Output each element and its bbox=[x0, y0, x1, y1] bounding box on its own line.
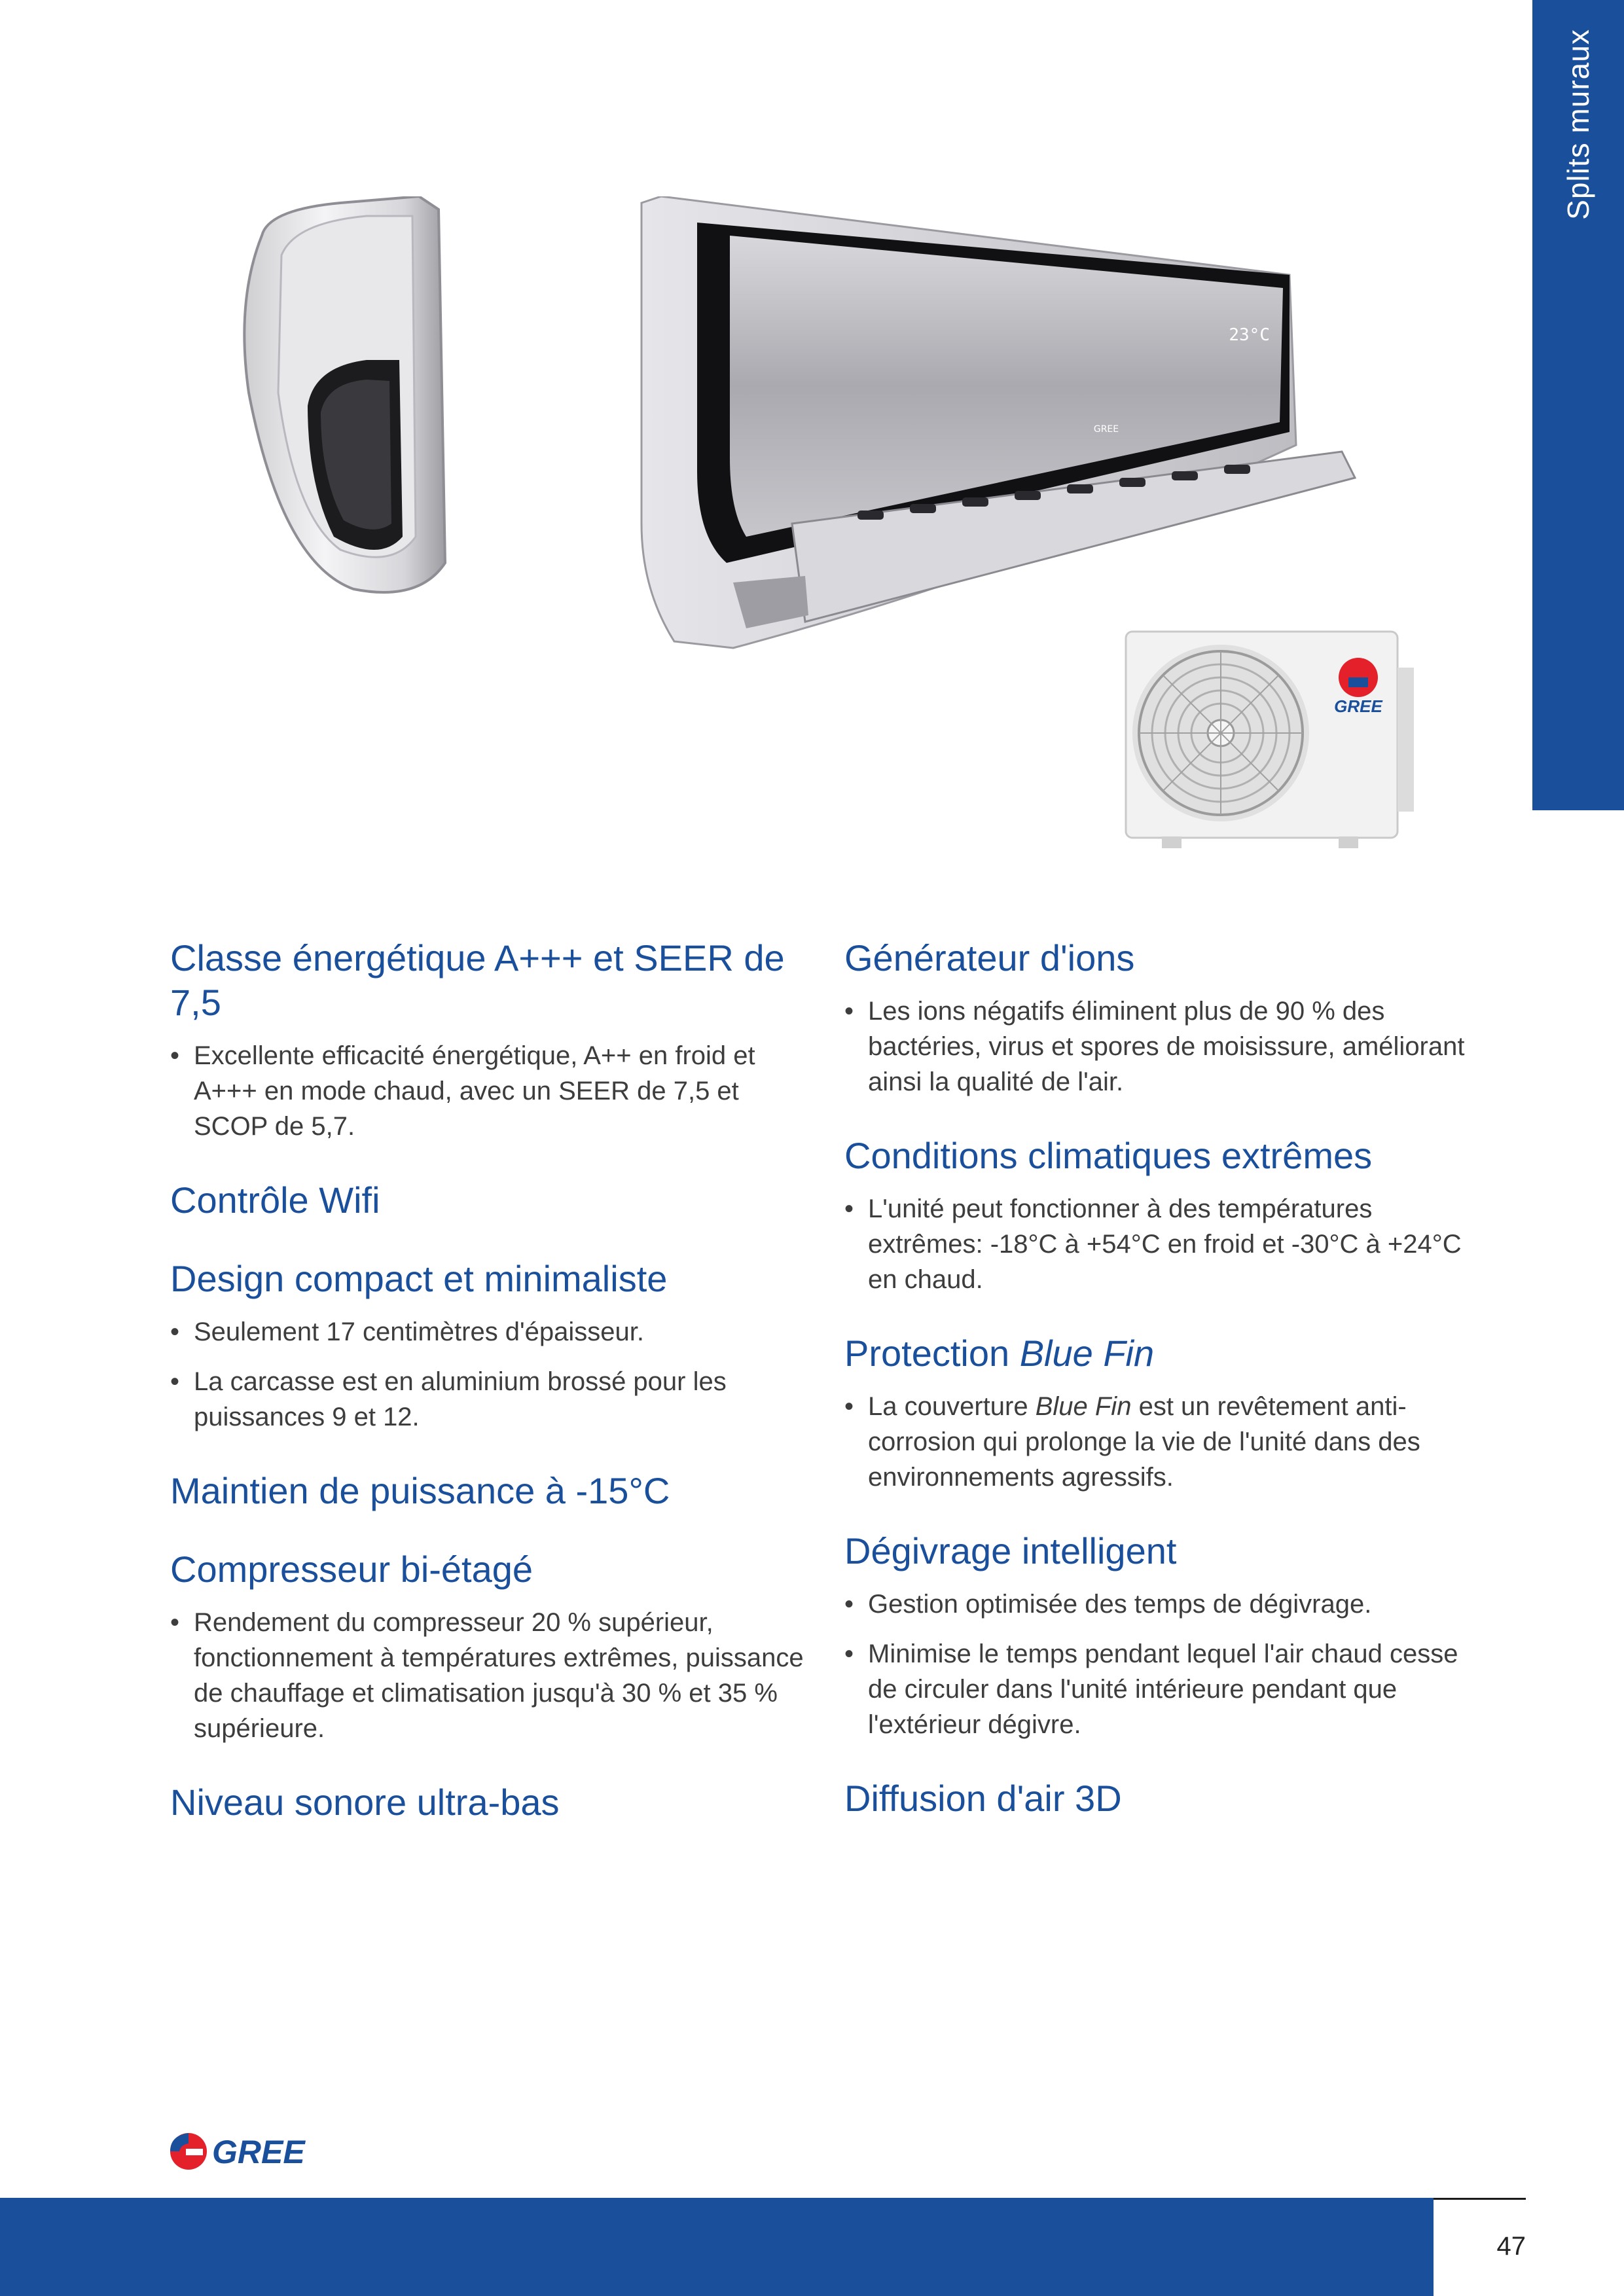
svg-text:23°C: 23°C bbox=[1229, 325, 1270, 345]
heading-two-stage-compressor: Compresseur bi-étagé bbox=[170, 1549, 533, 1590]
page-number: 47 bbox=[1496, 2232, 1526, 2261]
section-extreme-conditions bbox=[844, 1134, 1492, 1297]
bullet-blue-fin-suffix: est un revêtement anti-corrosion qui prolonge la vie de l'unité dans des environnements agressifs. bbox=[868, 1392, 1420, 1492]
section-3d-air-diffusion bbox=[844, 1776, 1492, 1821]
heading-smart-defrost: Dégivrage intelligent bbox=[844, 1530, 1177, 1571]
left-column bbox=[170, 936, 812, 1859]
bullet-blue-fin-italic: Blue Fin bbox=[1035, 1392, 1132, 1421]
svg-text:GREE: GREE bbox=[212, 2134, 305, 2170]
section-ultra-low-noise bbox=[170, 1780, 812, 1825]
svg-text:GREE: GREE bbox=[1093, 424, 1119, 435]
bullet-compressor-performance: • Rendement du compresseur 20 % supérieur, fonctionnement à températures extrêmes, puissance de chauffage et climatisation jusqu'à 30 % et 35 % supérieure. bbox=[170, 1605, 812, 1746]
heading-3d-air-diffusion: Diffusion d'air 3D bbox=[844, 1778, 1122, 1819]
side-tab-label: Splits muraux bbox=[1561, 29, 1595, 220]
svg-text:GREE: GREE bbox=[1334, 696, 1382, 716]
heading-extreme-conditions: Conditions climatiques extrêmes bbox=[844, 1135, 1373, 1176]
heading-compact-design: Design compact et minimaliste bbox=[170, 1258, 668, 1299]
gree-logo bbox=[169, 2130, 339, 2172]
bullet-blue-fin-prefix: La couverture bbox=[868, 1392, 1036, 1421]
bullet-defrost-minimise: • Minimise le temps pendant lequel l'air chaud cesse de circuler dans l'unité intérieure pendant que l'extérieur dégivre. bbox=[844, 1636, 1492, 1742]
section-ion-generator bbox=[844, 936, 1492, 1100]
right-column bbox=[844, 936, 1492, 1855]
outdoor-unit-image bbox=[1123, 628, 1417, 851]
heading-ion-generator: Générateur d'ions bbox=[844, 937, 1135, 978]
bullet-negative-ions: • Les ions négatifs éliminent plus de 90 % des bactéries, virus et spores de moisissure, améliorant ainsi la qualité de l'air. bbox=[844, 994, 1492, 1100]
section-compact-design bbox=[170, 1257, 812, 1435]
section-smart-defrost bbox=[844, 1529, 1492, 1742]
section-two-stage-compressor bbox=[170, 1547, 812, 1746]
heading-blue-fin-prefix: Protection bbox=[844, 1333, 1020, 1374]
heading-ultra-low-noise: Niveau sonore ultra-bas bbox=[170, 1782, 560, 1823]
bullet-blue-fin-coating bbox=[844, 1389, 1492, 1495]
bullet-energy-efficiency: • Excellente efficacité énergétique, A++ en froid et A+++ en mode chaud, avec un SEER de 7,5 et SCOP de 5,7. bbox=[170, 1038, 812, 1144]
section-wifi-control bbox=[170, 1178, 812, 1223]
heading-blue-fin-italic: Blue Fin bbox=[1019, 1333, 1155, 1374]
section-energy-class bbox=[170, 936, 812, 1144]
footer-rule bbox=[1434, 2198, 1526, 2200]
heading-wifi-control: Contrôle Wifi bbox=[170, 1179, 380, 1221]
heading-blue-fin bbox=[844, 1331, 1492, 1376]
section-power-maintenance bbox=[170, 1469, 812, 1513]
bullet-defrost-management: • Gestion optimisée des temps de dégivrage. bbox=[844, 1587, 1492, 1622]
heading-power-maintenance: Maintien de puissance à -15°C bbox=[170, 1470, 670, 1511]
bullet-thickness: • Seulement 17 centimètres d'épaisseur. bbox=[170, 1314, 812, 1350]
indoor-unit-image bbox=[635, 196, 1362, 655]
section-blue-fin bbox=[844, 1331, 1492, 1495]
footer-bar bbox=[0, 2198, 1434, 2296]
bullet-aluminium-casing: • La carcasse est en aluminium brossé pour les puissances 9 et 12. bbox=[170, 1364, 812, 1435]
side-tab bbox=[1532, 0, 1624, 810]
remote-control-image bbox=[223, 196, 465, 602]
heading-energy-class: Classe énergétique A+++ et SEER de 7,5 bbox=[170, 937, 785, 1023]
bullet-operating-temperatures: • L'unité peut fonctionner à des températures extrêmes: -18°C à +54°C en froid et -30°C à +24°C en chaud. bbox=[844, 1191, 1492, 1297]
